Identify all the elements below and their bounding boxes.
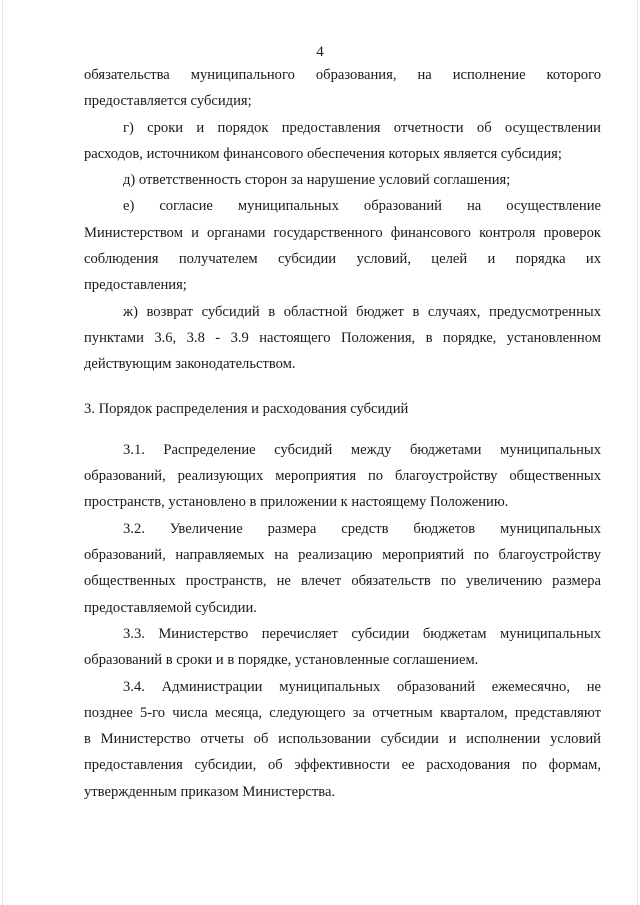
text-line: г) сроки и порядок предоставления отчетности об осуществлении [123, 119, 601, 136]
text-line: обязательства муниципального образования, на исполнение которого [84, 67, 601, 83]
text-line: д) ответственность сторон за нарушение условий соглашения; [123, 172, 511, 189]
text-line: действующим законодательством. [84, 356, 296, 373]
text-line: 3.1. Распределение субсидий между бюджетами муниципальных [123, 441, 601, 458]
text-line: пунктами 3.6, 3.8 - 3.9 настоящего Положения, в порядке, установленном [84, 329, 601, 346]
text-line: образований, направляемых на реализацию мероприятий по благоустройству [84, 547, 601, 564]
scan-edge-right [637, 0, 638, 905]
text-line: Министерством и органами государственного финансового контроля проверок [84, 224, 601, 241]
text-line: позднее 5-го числа месяца, следующего за отчетным кварталом, представляют [84, 704, 601, 721]
text-line: образований в сроки и в порядке, установленные соглашением. [84, 652, 479, 669]
text-line: предоставляемой субсидии. [84, 599, 257, 616]
scan-edge-left [2, 0, 3, 905]
text-line: образований, реализующих мероприятия по благоустройству общественных [84, 468, 601, 485]
text-line: соблюдения получателем субсидии условий, целей и порядка их [84, 251, 601, 268]
text-line: предоставления субсидии, об эффективности ее расходования по формам, [84, 757, 601, 774]
text-line: 3.2. Увеличение размера средств бюджетов муниципальных [123, 520, 601, 537]
text-line: 3.3. Министерство перечисляет субсидии бюджетам муниципальных [123, 625, 601, 642]
page-number: 4 [316, 44, 324, 60]
text-line: утвержденным приказом Министерства. [84, 783, 336, 800]
text-line: предоставляется субсидия; [84, 93, 252, 110]
text-line: предоставления; [84, 277, 187, 294]
text-line: пространств, установлено в приложении к настоящему Положению. [84, 494, 509, 511]
document-body [84, 62, 601, 805]
text-line: 3.4. Администрации муниципальных образований ежемесячно, не [123, 678, 601, 695]
section-title: 3. Порядок распределения и расходования субсидий [84, 400, 409, 417]
text-line: е) согласие муниципальных образований на осуществление [123, 198, 601, 215]
text-line: расходов, источником финансового обеспечения которых является субсидия; [84, 145, 562, 162]
text-line: в Министерство отчеты об использовании субсидии и исполнении условий [84, 731, 601, 748]
text-line: ж) возврат субсидий в областной бюджет в случаях, предусмотренных [123, 303, 601, 320]
text-line: общественных пространств, не влечет обязательств по увеличению размера [84, 573, 601, 590]
